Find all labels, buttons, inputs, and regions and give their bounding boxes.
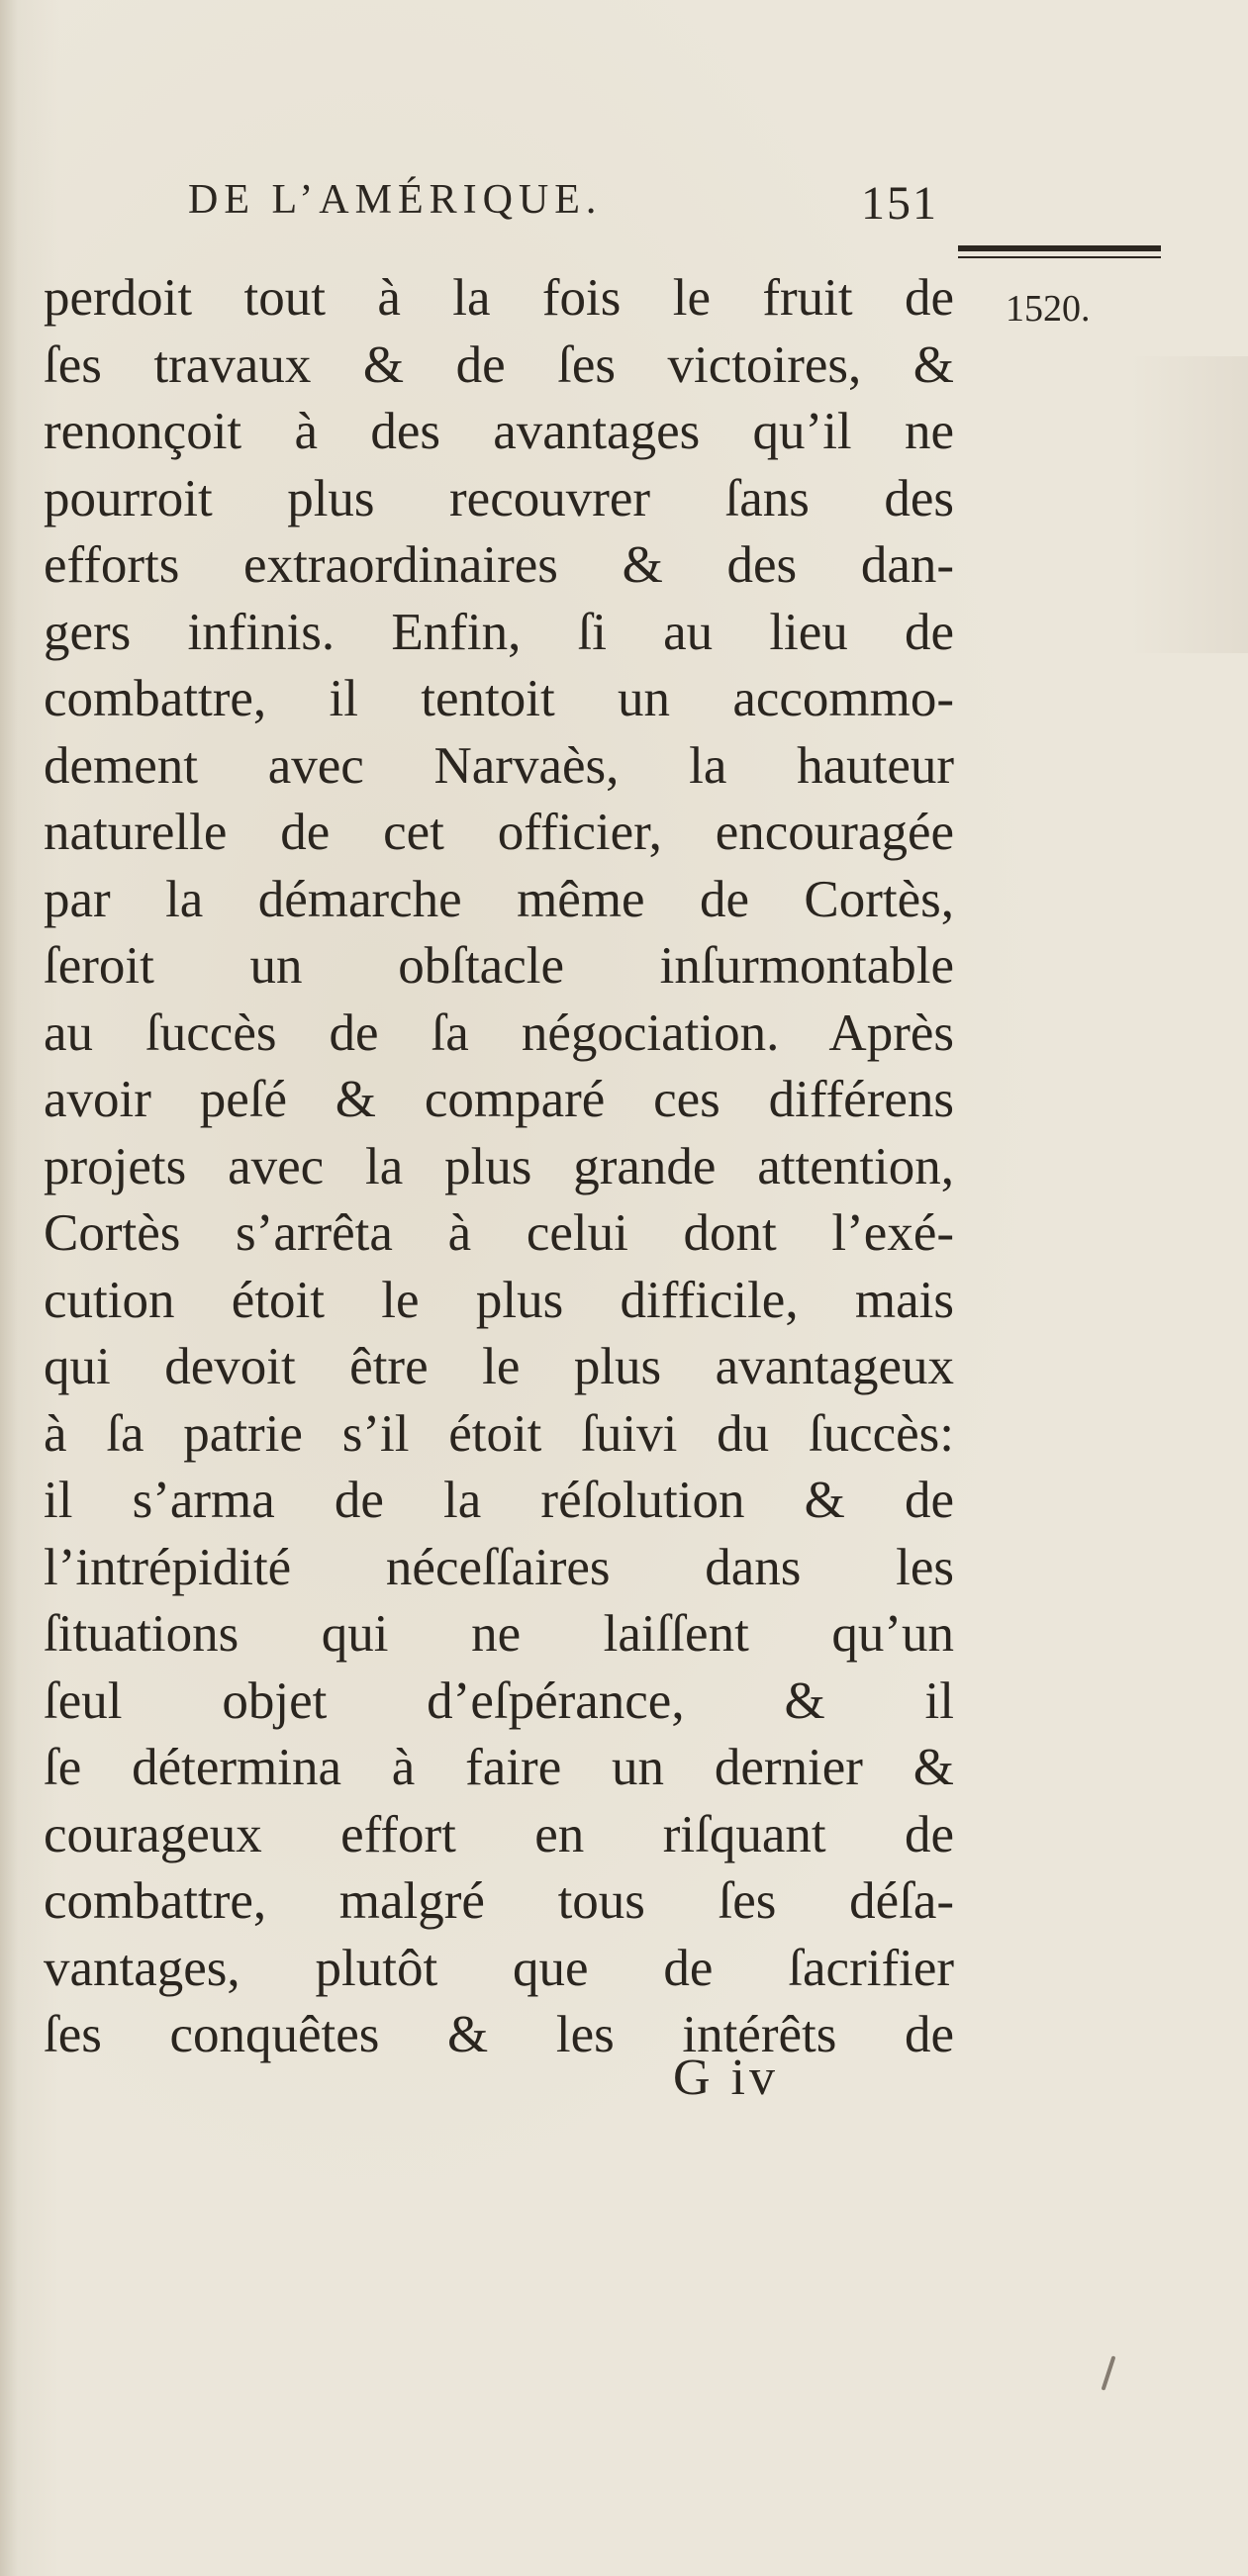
text-line: vantages, plutôt que de ſacrifier [44, 1939, 954, 1997]
text-line: l’intrépidité néceſſaires dans les [44, 1538, 954, 1596]
text-line: ſeul objet d’eſpérance, & il [44, 1671, 954, 1730]
text-line: par la démarche même de Cortès, [44, 870, 954, 928]
text-line: efforts extraordinaires & des dan- [44, 536, 954, 594]
text-line: à ſa patrie s’il étoit ſuivi du ſuccès: [44, 1404, 954, 1463]
text-line: projets avec la plus grande attention, [44, 1137, 954, 1195]
text-line: ſes conquêtes & les intérêts de [44, 2006, 954, 2063]
page-number: 151 [861, 177, 938, 230]
margin-year-note: 1520. [1006, 288, 1091, 330]
text-line: cution étoit le plus difficile, mais [44, 1271, 954, 1329]
text-line: ſeroit un obſtacle inſurmontable [44, 937, 954, 995]
header-rule-thin [958, 256, 1161, 258]
signature-mark: G iv [673, 2050, 779, 2106]
text-line: courageux effort en riſquant de [44, 1805, 954, 1863]
text-line: combattre, il tentoit un accommo- [44, 670, 954, 727]
text-line: avoir peſé & comparé ces différens [44, 1071, 954, 1128]
text-line: naturelle de cet officier, encouragée [44, 804, 954, 861]
text-line: renonçoit à des avantages qu’il ne [44, 403, 954, 460]
text-line: ſes travaux & de ſes victoires, & [44, 335, 954, 394]
text-line: combattre, malgré tous ſes déſa- [44, 1872, 954, 1930]
ink-mark [1102, 2355, 1116, 2390]
text-line: pourroit plus recouvrer ſans des [44, 469, 954, 527]
header-rule [958, 239, 1161, 263]
text-line: au ſuccès de ſa négociation. Après [44, 1003, 954, 1062]
text-line: perdoit tout à la fois le fruit de [44, 269, 954, 327]
header-rule-thick [958, 245, 1161, 251]
text-line: il s’arma de la réſolution & de [44, 1472, 954, 1529]
running-head: DE L’AMÉRIQUE. [188, 177, 603, 223]
text-line: gers infinis. Enfin, ſi au lieu de [44, 603, 954, 661]
text-line: ſituations qui ne laiſſent qu’un [44, 1605, 954, 1663]
text-line: ſe détermina à faire un dernier & [44, 1739, 954, 1796]
bleed-through-shadow [1129, 356, 1248, 653]
body-text [44, 265, 954, 2069]
text-line: qui devoit être le plus avantageux [44, 1338, 954, 1395]
text-line: Cortès s’arrêta à celui dont l’exé- [44, 1204, 954, 1262]
text-line: dement avec Narvaès, la hauteur [44, 736, 954, 795]
page-header [176, 176, 938, 236]
